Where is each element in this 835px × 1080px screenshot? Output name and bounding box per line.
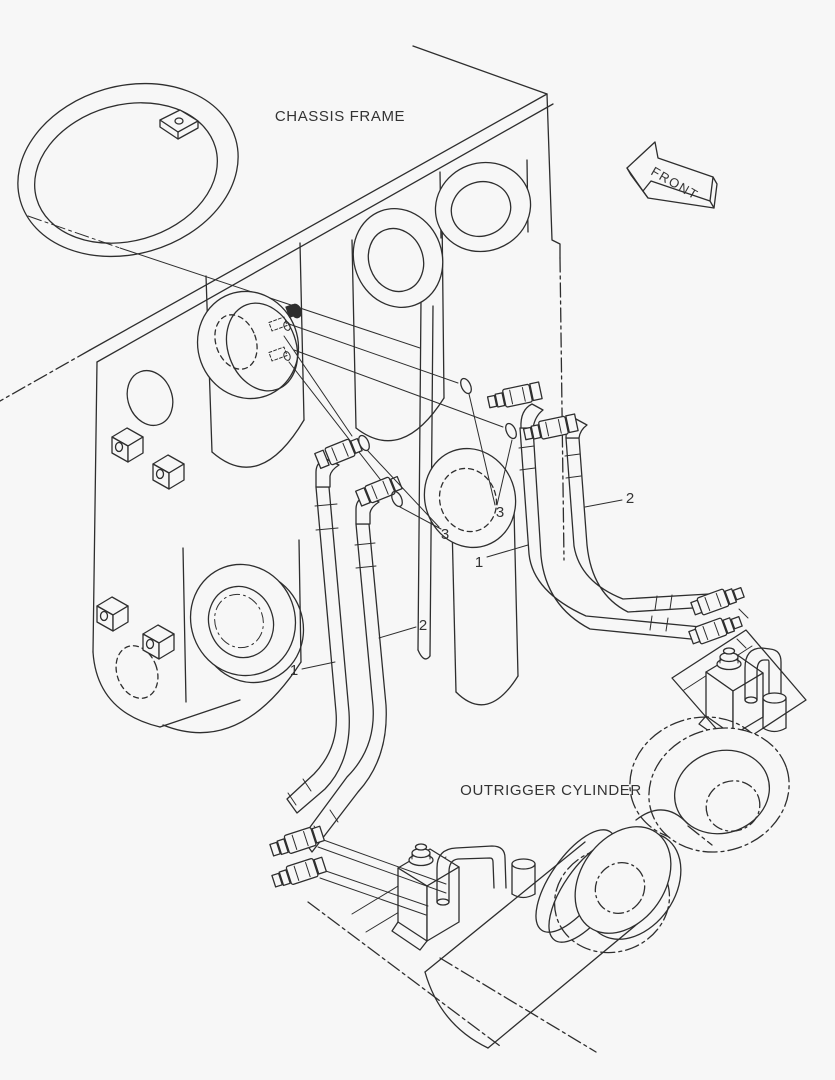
stud-fitting xyxy=(717,648,741,670)
mounting-block xyxy=(153,455,184,489)
hose-end-fitting xyxy=(690,583,748,618)
mounting-block xyxy=(97,597,128,631)
chassis-frame-label: CHASSIS FRAME xyxy=(274,108,406,125)
elbow-fitting xyxy=(487,382,543,428)
hose-end-fitting xyxy=(688,612,746,648)
hose-2-right xyxy=(566,438,709,612)
port-boss xyxy=(183,277,314,413)
outrigger-cylinder-label: OUTRIGGER CYLINDER xyxy=(460,782,642,799)
front-direction-arrow xyxy=(627,142,717,208)
elbow-fitting xyxy=(314,436,362,487)
stud-fitting xyxy=(409,844,433,866)
beam-phantom-line xyxy=(440,958,596,1052)
outrigger-wheels xyxy=(541,699,806,967)
callout-number: 2 xyxy=(625,490,635,507)
frame-ring-bosses xyxy=(175,149,543,697)
callout-number: 1 xyxy=(289,662,299,679)
mounting-blocks xyxy=(97,428,184,659)
frame-oval-cutout xyxy=(0,58,259,281)
hose-1-left xyxy=(287,487,349,813)
mounting-block xyxy=(143,625,174,659)
outrigger-cylinder-assembly xyxy=(308,808,712,1052)
callout-number: 3 xyxy=(495,504,505,521)
o-ring xyxy=(504,422,519,440)
callout-number: 1 xyxy=(474,554,484,571)
callout-number: 3 xyxy=(440,526,450,543)
callout-number: 2 xyxy=(418,617,428,634)
mounting-block xyxy=(112,428,143,462)
frame-hole xyxy=(120,364,180,432)
o-ring xyxy=(459,377,474,395)
front-arrow-label: FRONT xyxy=(648,163,702,203)
